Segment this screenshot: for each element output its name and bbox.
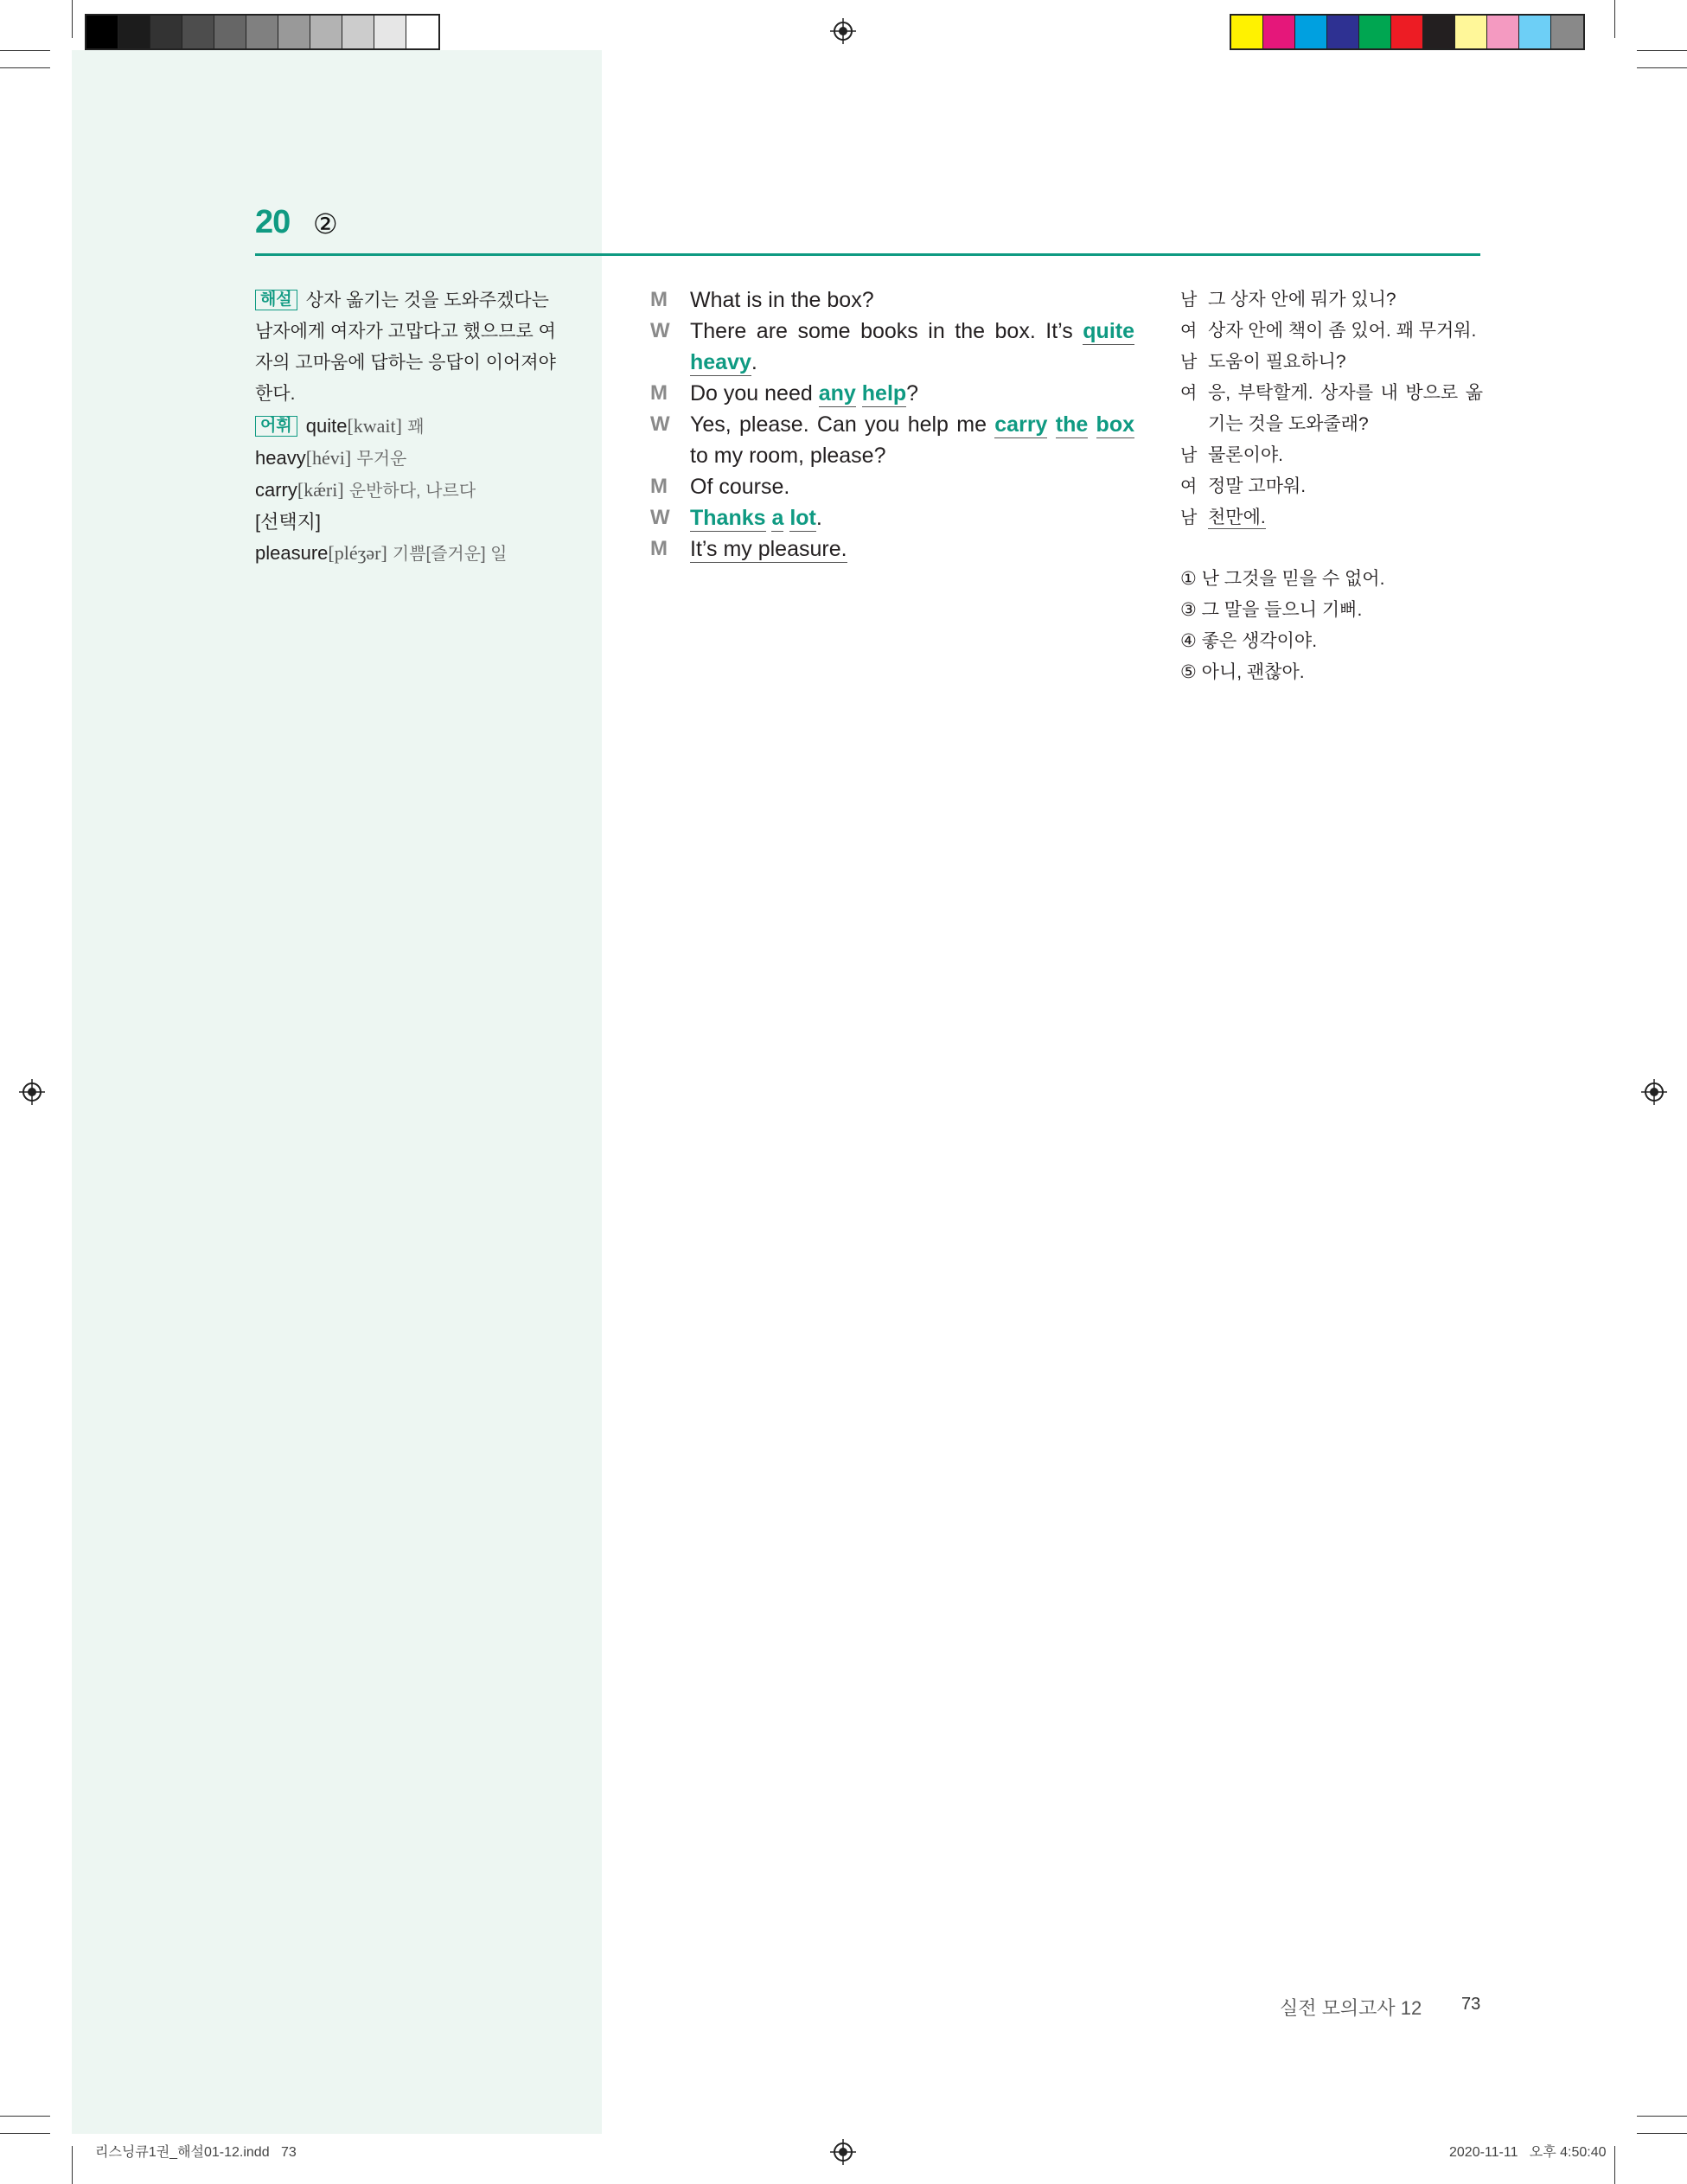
crop-mark [0,2116,50,2117]
explanation [255,285,558,410]
answer-mark: ② [313,208,338,239]
dialogue-text: Yes, please. Can you help me carry the box to my room, please? [690,412,1134,468]
dialogue-speaker: M [650,475,668,498]
vocab-meaning: 기쁨[즐거운] 일 [392,545,508,564]
key-phrase: help [861,381,907,406]
vocab-phonetic: [kwait] [347,415,402,437]
key-phrase: heavy [690,350,751,374]
crop-mark [0,50,50,51]
dialogue-script [650,284,1134,565]
translation-line [1180,378,1483,440]
translation-speaker: 여 [1180,477,1198,496]
vocabulary [255,411,601,570]
dialogue-text: Of course. [690,475,790,499]
color-swatch [342,16,374,48]
dialogue-text [690,533,1134,565]
key-phrase: carry [994,412,1048,437]
answer-choice: ① 난 그것을 믿을 수 없어. [1180,569,1385,589]
dialogue-speaker: W [650,506,670,529]
color-swatch [1263,16,1295,48]
color-swatch [1231,16,1263,48]
key-phrase: the [1055,412,1089,437]
answer-underline: It’s my pleasure. [690,537,847,561]
key-phrase: a [771,506,784,530]
vocab-word: quite [305,415,348,437]
registration-mark-icon [830,2139,856,2165]
answer-choice: ⑤ 아니, 괜찮아. [1180,662,1305,682]
translation-line [1180,347,1483,378]
vocab-word: heavy [255,447,306,469]
translation-speaker: 여 [1180,384,1198,403]
translation [1180,284,1483,533]
crop-mark [0,67,50,68]
vocab-word: carry [255,479,297,501]
dialogue-text: Do you need any help? [690,381,919,406]
translation-speaker: 남 [1180,446,1198,465]
choices-header: [선택지] [255,511,321,533]
translation-line [1180,471,1483,502]
translation-speaker: 남 [1180,353,1198,372]
color-swatch [1423,16,1455,48]
page-number: 73 [1461,1995,1481,2014]
color-swatch [1391,16,1423,48]
crop-mark [72,2146,73,2184]
translation-speaker: 남 [1180,291,1198,310]
explanation-tag: 해설 [255,290,297,310]
color-swatch [278,16,310,48]
dialogue-text: There are some books in the box. It’s quite heavy. [690,319,1134,374]
translation-text: 물론이야. [1208,445,1283,465]
explanation-text: 상자 옮기는 것을 도와주겠다는 남자에게 여자가 고맙다고 했으므로 여자의 고마움에 답하는 응답이 이어져야 한다. [255,291,556,404]
vocab-meaning: 무거운 [356,450,407,469]
key-phrase: box [1096,412,1134,437]
color-swatch [1455,16,1487,48]
process-color-bar [1230,14,1585,50]
key-phrase: lot [789,506,816,530]
crop-mark [1637,2133,1687,2134]
color-swatch [406,16,438,48]
translation-line [1180,440,1483,471]
crop-mark [1637,2116,1687,2117]
registration-mark-icon [19,1079,45,1105]
key-phrase: quite [1083,319,1134,343]
vocabulary-tag: 어휘 [255,416,297,437]
registration-mark-icon [1641,1079,1667,1105]
dialogue-text: What is in the box? [690,288,874,312]
color-swatch [1519,16,1551,48]
translation-text: 그 상자 안에 뭐가 있니? [1208,290,1396,310]
color-swatch [1327,16,1359,48]
dialogue-speaker: M [650,288,668,311]
dialogue-speaker: W [650,319,670,342]
crop-mark [0,2133,50,2134]
translation-text [1208,502,1483,533]
dialogue-line [650,409,1134,471]
dialogue-line [650,284,1134,316]
vocab-phonetic: [hévi] [305,447,352,469]
registration-mark-icon [830,18,856,44]
vocab-item [255,538,601,570]
vocab-meaning: 운반하다, 나르다 [348,482,476,501]
print-timestamp: 2020-11-11 오후 4:50:40 [1449,2145,1607,2160]
vocab-meaning: 꽤 [407,418,425,437]
file-slug: 리스닝큐1권_해설01-12.indd 73 [95,2145,297,2160]
color-swatch [310,16,342,48]
dialogue-line [650,533,1134,565]
crop-mark [72,0,73,38]
dialogue-line [650,378,1134,409]
answer-choices [1180,564,1384,688]
vocab-item [255,443,601,475]
translation-text: 정말 고마워. [1208,476,1307,496]
translation-speaker: 남 [1180,508,1198,527]
vocab-item [255,411,601,443]
translation-text: 상자 안에 책이 좀 있어. 꽤 무거워. [1208,321,1477,341]
key-phrase: any [818,381,856,406]
dialogue-line [650,502,1134,533]
key-phrase: Thanks [690,506,766,530]
dialogue-line [650,316,1134,378]
dialogue-speaker: M [650,537,668,560]
color-swatch [1487,16,1519,48]
color-swatch [86,16,118,48]
translation-text: 도움이 필요하니? [1208,352,1346,372]
vocab-word: pleasure [255,542,329,564]
crop-mark [1637,50,1687,51]
color-swatch [374,16,406,48]
color-swatch [246,16,278,48]
color-swatch [150,16,182,48]
dialogue-text: Thanks a lot. [690,506,822,530]
color-swatch [1551,16,1583,48]
translation-line [1180,502,1483,533]
translation-text: 응, 부탁할게. 상자를 내 방으로 옮기는 것을 도와줄래? [1208,383,1483,434]
crop-mark [1614,0,1615,38]
translation-line [1180,316,1483,347]
color-swatch [118,16,150,48]
color-swatch [214,16,246,48]
answer-choice: ④ 좋은 생각이야. [1180,631,1318,651]
dialogue-speaker: W [650,412,670,436]
color-swatch [1359,16,1391,48]
answer-underline: 천만에. [1208,508,1266,527]
page-title: 실전 모의고사 12 [1280,1997,1422,2019]
translation-speaker: 여 [1180,322,1198,341]
color-swatch [1295,16,1327,48]
grayscale-color-bar [85,14,440,50]
dialogue-line [650,471,1134,502]
answer-choice: ③ 그 말을 들으니 기뻐. [1180,600,1363,620]
header-rule [255,253,1480,256]
crop-mark [1637,67,1687,68]
translation-line [1180,284,1483,316]
color-swatch [182,16,214,48]
question-number: 20 [255,204,291,240]
dialogue-speaker: M [650,381,668,405]
vocab-item [255,475,601,507]
vocab-phonetic: [kǽri] [297,479,344,501]
crop-mark [1614,2146,1615,2184]
vocab-phonetic: [pléʒər] [328,542,387,564]
